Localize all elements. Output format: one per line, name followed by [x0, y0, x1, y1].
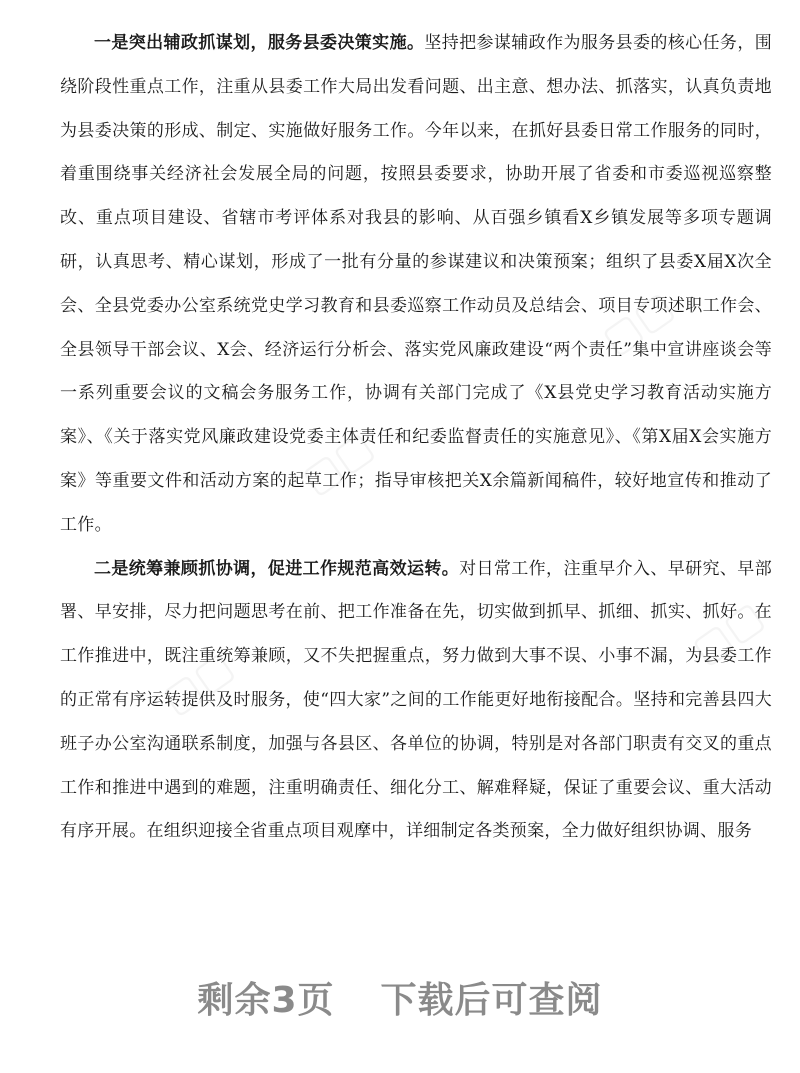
download-banner[interactable]	[0, 972, 800, 1023]
download-prompt-text: 下载后可查阅	[380, 980, 603, 1021]
paragraph-2-lead: 二是统筹兼顾抓协调，促进工作规范高效运转。	[94, 558, 460, 579]
paragraph-2-body: 对日常工作，注重早介入、早研究、早部署、早安排，尽力把问题思考在前、把工作准备在先，切实做到抓早、抓细、抓实、抓好。在工作推进中，既注重统筹兼顾，又不失把握重点，努力做到大事不误、小事不漏，为县委工作的正常有序运转提供及时服务，使“四大家”之间的工作能更好地衔接配合。坚持和完善县四大班子办公室沟通联系制度，加强与各县区、各单位的协调，特别是对各部门职责有交叉的重点工作和推进中遇到的难题，注重明确责任、细化分工、解难释疑，保证了重要会议、重大活动有序开展。在组织迎接全省重点项目观摩中，详细制定各类预案，全力做好组织协调、服务	[60, 558, 772, 842]
paragraph-1	[60, 22, 772, 548]
paragraph-1-body: 坚持把参谋辅政作为服务县委的核心任务，围绕阶段性重点工作，注重从县委工作大局出发看问题、出主意、想办法、抓落实，认真负责地为县委决策的形成、制定、实施做好服务工作。今年以来，在抓好县委日常工作服务的同时，着重围绕事关经济社会发展全局的问题，按照县委要求，协助开展了省委和市委巡视巡察整改、重点项目建设、省辖市考评体系对我县的影响、从百强乡镇看X乡镇发展等多项专题调研，认真思考、精心谋划，形成了一批有分量的参谋建议和决策预案；组织了县委X届X次全会、全县党委办公室系统党史学习教育和县委巡察工作动员及总结会、项目专项述职工作会、全县领导干部会议、X会、经济运行分析会、落实党风廉政建设“两个责任”集中宣讲座谈会等一系列重要会议的文稿会务服务工作，协调有关部门完成了《X县党史学习教育活动实施方案》、《关于落实党风廉政建设党委主体责任和纪委监督责任的实施意见》、《第X届X会实施方案》等重要文件和活动方案的起草工作；指导审核把关X余篇新闻稿件，较好地宣传和推动了工作。	[60, 33, 773, 535]
document-body	[60, 22, 772, 854]
remaining-pages-text: 剩余3页	[197, 980, 335, 1021]
watermark-logo: ▢▢	[593, 282, 682, 364]
paragraph-2	[60, 548, 772, 855]
watermark-logo: ▢▢	[153, 642, 242, 724]
paragraph-1-lead: 一是突出辅政抓谋划，服务县委决策实施。	[94, 33, 425, 53]
watermark-logo: ▢▢	[683, 592, 772, 674]
watermark-logo: ▢▢	[293, 422, 382, 504]
